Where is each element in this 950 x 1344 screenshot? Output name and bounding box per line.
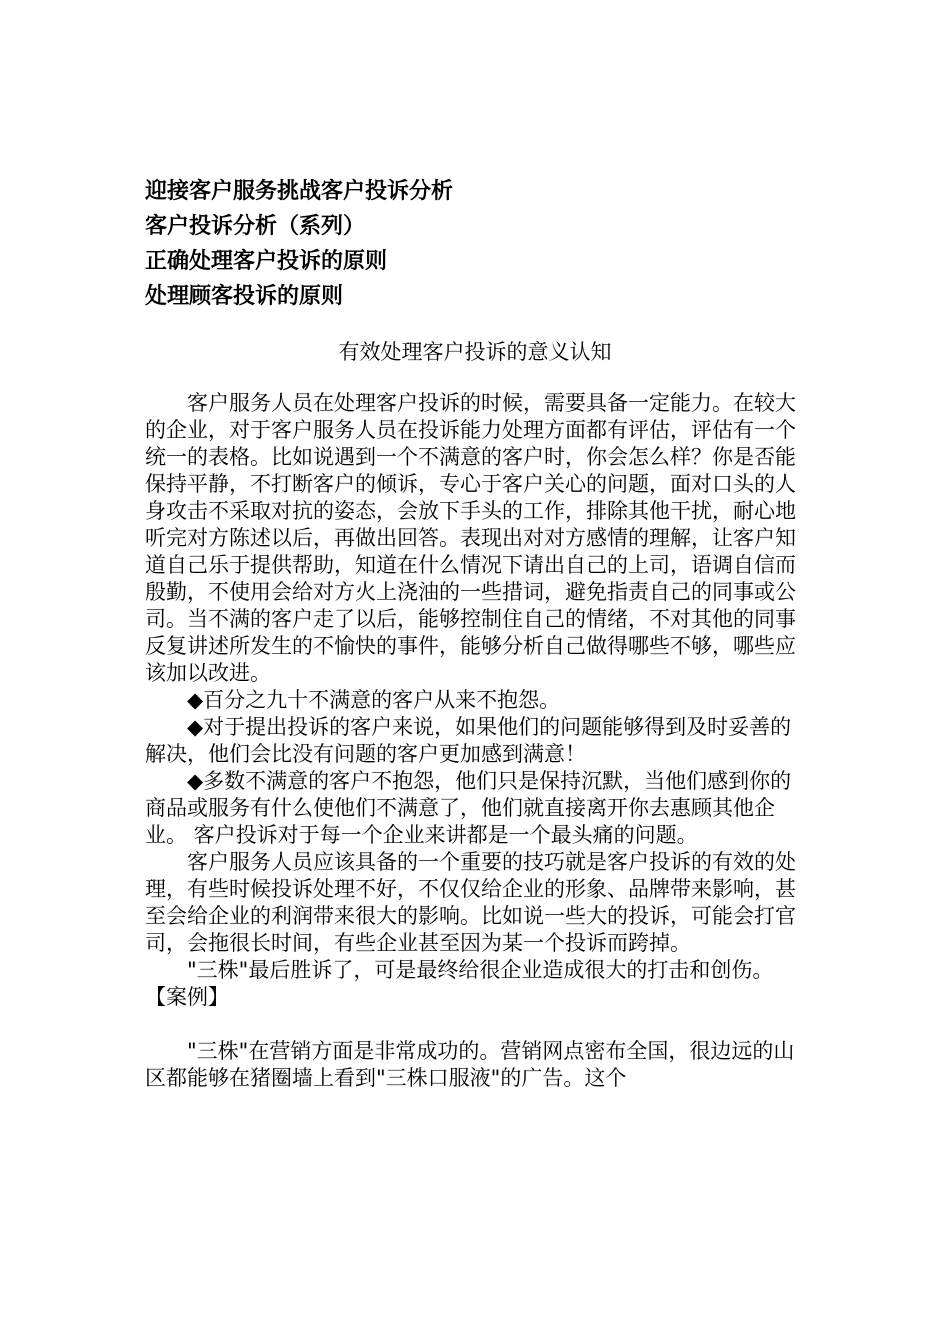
bullet-paragraph-1: ◆百分之九十不满意的客户从来不抱怨。 (187, 688, 561, 712)
body-text (145, 390, 807, 1092)
case-paragraph: "三株"在营销方面是非常成功的。营销网点密布全国，很边远的山区都能够在猪圈墙上看到"三株口服液"的广告。这个 (145, 1039, 795, 1090)
blank-line (145, 1011, 807, 1038)
case-label: 【案例】 (145, 985, 229, 1009)
bullet-paragraph-3: ◆多数不满意的客户不抱怨，他们只是保持沉默，当他们感到你的商品或服务有什么使他们不满意了，他们就直接离开你去惠顾其他企业。 客户投诉对于每一个企业来讲都是一个最头痛的问题。 (145, 769, 792, 847)
bullet-paragraph-2: ◆对于提出投诉的客户来说，如果他们的问题能够得到及时妥善的解决，他们会比没有问题的客户更加感到满意！ (145, 715, 792, 766)
heading-1: 迎接客户服务挑战客户投诉分析 (145, 179, 454, 204)
heading-3: 正确处理客户投诉的原则 (145, 249, 388, 274)
paragraph-sanzhu: "三株"最后胜诉了，可是最终给很企业造成很大的打击和创伤。 (187, 958, 774, 982)
section-subtitle: 有效处理客户投诉的意义认知 (338, 340, 612, 364)
heading-list (145, 174, 805, 314)
heading-4: 处理顾客投诉的原则 (145, 284, 344, 309)
heading-2: 客户投诉分析（系列） (145, 214, 366, 239)
paragraph-intro: 客户服务人员在处理客户投诉的时候，需要具备一定能力。在较大的企业，对于客户服务人员在投诉能力处理方面都有评估，评估有一个统一的表格。比如说遇到一个不满意的客户时，你会怎么样？你是否能保持平静，不打断客户的倾诉，专心于客户关心的问题，面对口头的人身攻击不采取对抗的姿态，会放下手头的工作，排除其他干扰，耐心地听完对方陈述以后，再做出回答。表现出对对方感情的理解，让客户知道自己乐于提供帮助，知道在什么情况下请出自己的上司，语调自信而殷勤，不使用会给对方火上浇油的一些措词，避免指责自己的同事或公司。当不满的客户走了以后，能够控制住自己的情绪，不对其他的同事反复讲述所发生的不愉快的事件，能够分析自己做得哪些不够，哪些应该加以改进。 (145, 391, 796, 685)
paragraph-skills: 客户服务人员应该具备的一个重要的技巧就是客户投诉的有效的处理，有些时候投诉处理不好，不仅仅给企业的形象、品牌带来影响，甚至会给企业的利润带来很大的影响。比如说一些大的投诉，可能会打官司，会拖很长时间，有些企业甚至因为某一个投诉而跨掉。 (145, 850, 796, 955)
